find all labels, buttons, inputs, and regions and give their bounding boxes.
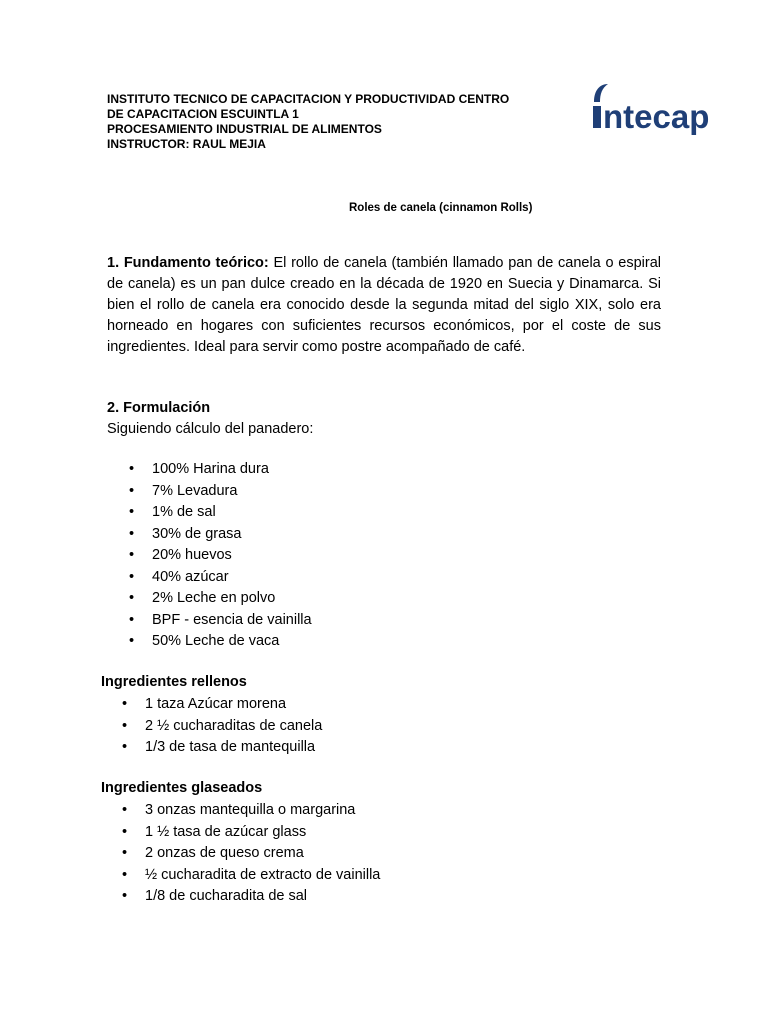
- glaseados-heading: Ingredientes glaseados: [101, 780, 263, 796]
- list-item: • 1/8 de cucharadita de sal: [122, 886, 380, 908]
- list-item: • 20% huevos: [129, 545, 312, 567]
- formulacion-list: [129, 459, 312, 653]
- list-item: • 50% Leche de vaca: [129, 631, 312, 653]
- list-item: • 1/3 de tasa de mantequilla: [122, 737, 322, 759]
- list-item: • 1 taza Azúcar morena: [122, 694, 322, 716]
- section-fundamento-body: El rollo de canela (también llamado pan de canela o espiral de canela) es un pan dulce creado en la década de 1920 en Suecia y Dinamarca. Si bien el rollo de canela era conocido desde la segunda mitad del siglo XIX, solo era horneado en hogares con suficientes recursos económicos, por el coste de sus ingredientes. Ideal para servir como postre acompañado de café.: [107, 255, 661, 355]
- list-item: • 2 onzas de queso crema: [122, 843, 380, 865]
- rellenos-heading: Ingredientes rellenos: [101, 674, 247, 690]
- list-item: • ½ cucharadita de extracto de vainilla: [122, 865, 380, 887]
- section-fundamento-heading: 1. Fundamento teórico:: [107, 255, 269, 271]
- list-item: • 1 ½ tasa de azúcar glass: [122, 822, 380, 844]
- rellenos-list: [122, 694, 322, 759]
- list-item: • 1% de sal: [129, 502, 312, 524]
- document-header: [107, 92, 509, 152]
- list-item: • 100% Harina dura: [129, 459, 312, 481]
- section-formulacion-subtitle: Siguiendo cálculo del panadero:: [107, 421, 314, 437]
- section-formulacion-heading: 2. Formulación: [107, 400, 211, 416]
- list-item: • 7% Levadura: [129, 481, 312, 503]
- list-item: • 30% de grasa: [129, 524, 312, 546]
- section-formulacion: [107, 398, 313, 440]
- logo-wordmark: ntecap: [603, 98, 710, 135]
- header-line-center: DE CAPACITACION ESCUINTLA 1: [107, 107, 299, 121]
- list-item: • BPF - esencia de vainilla: [129, 610, 312, 632]
- list-item: • 3 onzas mantequilla o margarina: [122, 800, 380, 822]
- list-item: • 2 ½ cucharaditas de canela: [122, 716, 322, 738]
- list-item: • 40% azúcar: [129, 567, 312, 589]
- header-line-program: PROCESAMIENTO INDUSTRIAL DE ALIMENTOS: [107, 122, 382, 136]
- intecap-logo: [590, 82, 722, 146]
- document-title: Roles de canela (cinnamon Rolls): [349, 202, 533, 214]
- logo-i-stem: [593, 106, 601, 128]
- header-line-instructor: INSTRUCTOR: RAUL MEJIA: [107, 137, 266, 151]
- glaseados-list: [122, 800, 380, 908]
- section-fundamento: [107, 253, 661, 358]
- header-line-institute: INSTITUTO TECNICO DE CAPACITACION Y PRODUCTIVIDAD CENTRO: [107, 92, 510, 106]
- list-item: • 2% Leche en polvo: [129, 588, 312, 610]
